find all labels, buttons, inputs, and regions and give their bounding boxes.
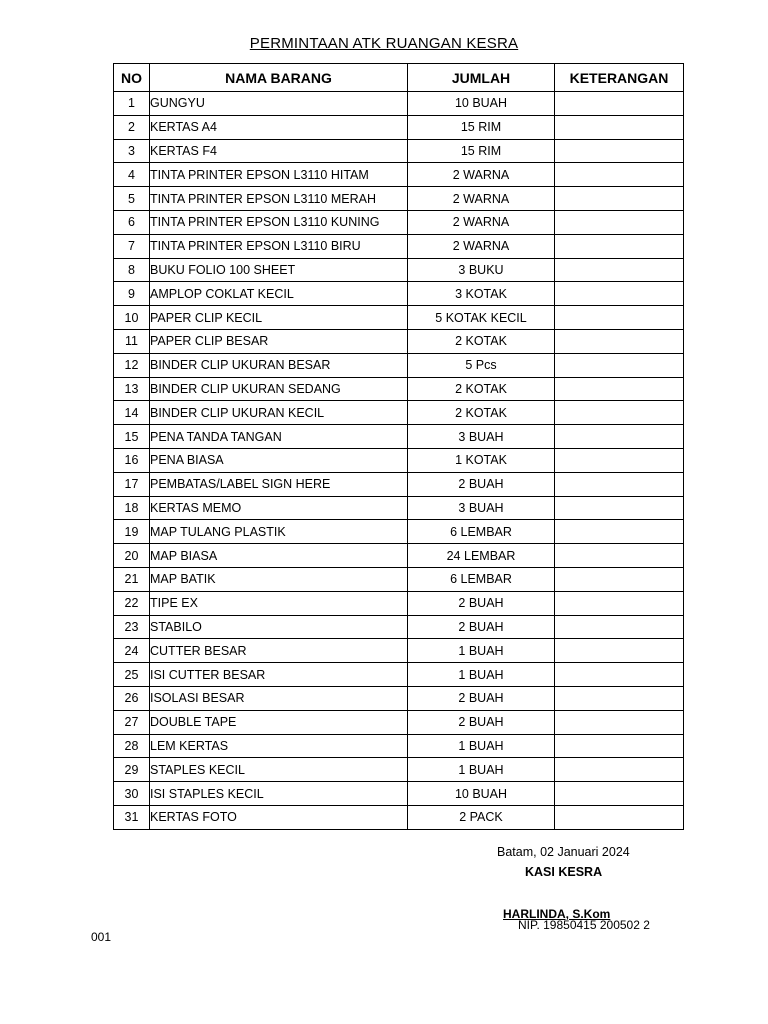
- remarks-cell: [555, 686, 684, 710]
- row-number-cell: 19: [114, 520, 150, 544]
- quantity-cell: 1 BUAH: [408, 663, 555, 687]
- quantity-cell: 15 RIM: [408, 139, 555, 163]
- remarks-cell: [555, 210, 684, 234]
- table-row: [114, 353, 684, 377]
- table-row: [114, 639, 684, 663]
- quantity-cell: 2 PACK: [408, 805, 555, 829]
- remarks-cell: [555, 353, 684, 377]
- remarks-cell: [555, 92, 684, 116]
- quantity-cell: 10 BUAH: [408, 92, 555, 116]
- table-row: [114, 92, 684, 116]
- table-row: [114, 520, 684, 544]
- item-name-cell: LEM KERTAS: [150, 734, 408, 758]
- row-number-cell: 2: [114, 115, 150, 139]
- remarks-cell: [555, 401, 684, 425]
- row-number-cell: 5: [114, 187, 150, 211]
- item-name-cell: MAP BIASA: [150, 544, 408, 568]
- table-row: [114, 282, 684, 306]
- remarks-cell: [555, 639, 684, 663]
- quantity-cell: 2 WARNA: [408, 187, 555, 211]
- item-name-cell: MAP TULANG PLASTIK: [150, 520, 408, 544]
- document-title: PERMINTAAN ATK RUANGAN KESRA: [249, 35, 519, 52]
- table-row: [114, 448, 684, 472]
- quantity-cell: 2 KOTAK: [408, 401, 555, 425]
- item-name-cell: CUTTER BESAR: [150, 639, 408, 663]
- quantity-cell: 2 BUAH: [408, 686, 555, 710]
- header-quantity: JUMLAH: [408, 64, 555, 92]
- quantity-cell: 1 KOTAK: [408, 448, 555, 472]
- remarks-cell: [555, 187, 684, 211]
- item-name-cell: MAP BATIK: [150, 567, 408, 591]
- row-number-cell: 11: [114, 329, 150, 353]
- signature-place-date: Batam, 02 Januari 2024: [497, 845, 630, 859]
- item-name-cell: TINTA PRINTER EPSON L3110 BIRU: [150, 234, 408, 258]
- item-name-cell: STAPLES KECIL: [150, 758, 408, 782]
- table-row: [114, 234, 684, 258]
- table-row: [114, 306, 684, 330]
- page-code: 001: [91, 930, 112, 944]
- header-no: NO: [114, 64, 150, 92]
- item-name-cell: KERTAS MEMO: [150, 496, 408, 520]
- remarks-cell: [555, 282, 684, 306]
- table-row: [114, 115, 684, 139]
- table-row: [114, 496, 684, 520]
- item-name-cell: KERTAS FOTO: [150, 805, 408, 829]
- remarks-cell: [555, 758, 684, 782]
- table-row: [114, 805, 684, 829]
- row-number-cell: 8: [114, 258, 150, 282]
- row-number-cell: 30: [114, 782, 150, 806]
- remarks-cell: [555, 115, 684, 139]
- table-row: [114, 210, 684, 234]
- row-number-cell: 13: [114, 377, 150, 401]
- table-row: [114, 472, 684, 496]
- row-number-cell: 27: [114, 710, 150, 734]
- quantity-cell: 6 LEMBAR: [408, 567, 555, 591]
- remarks-cell: [555, 377, 684, 401]
- row-number-cell: 20: [114, 544, 150, 568]
- row-number-cell: 14: [114, 401, 150, 425]
- remarks-cell: [555, 425, 684, 449]
- quantity-cell: 2 WARNA: [408, 210, 555, 234]
- quantity-cell: 2 BUAH: [408, 591, 555, 615]
- table-row: [114, 615, 684, 639]
- table-row: [114, 734, 684, 758]
- quantity-cell: 1 BUAH: [408, 639, 555, 663]
- table-header-row: [114, 64, 684, 92]
- table-row: [114, 425, 684, 449]
- item-name-cell: BINDER CLIP UKURAN KECIL: [150, 401, 408, 425]
- table-row: [114, 782, 684, 806]
- row-number-cell: 18: [114, 496, 150, 520]
- remarks-cell: [555, 591, 684, 615]
- item-name-cell: DOUBLE TAPE: [150, 710, 408, 734]
- remarks-cell: [555, 567, 684, 591]
- item-name-cell: BUKU FOLIO 100 SHEET: [150, 258, 408, 282]
- row-number-cell: 23: [114, 615, 150, 639]
- table-row: [114, 258, 684, 282]
- remarks-cell: [555, 472, 684, 496]
- row-number-cell: 3: [114, 139, 150, 163]
- row-number-cell: 7: [114, 234, 150, 258]
- remarks-cell: [555, 805, 684, 829]
- remarks-cell: [555, 448, 684, 472]
- remarks-cell: [555, 329, 684, 353]
- quantity-cell: 3 KOTAK: [408, 282, 555, 306]
- table-row: [114, 710, 684, 734]
- table-row: [114, 163, 684, 187]
- row-number-cell: 22: [114, 591, 150, 615]
- row-number-cell: 4: [114, 163, 150, 187]
- remarks-cell: [555, 615, 684, 639]
- item-name-cell: BINDER CLIP UKURAN SEDANG: [150, 377, 408, 401]
- remarks-cell: [555, 710, 684, 734]
- signature-name: HARLINDA, S.Kom: [503, 907, 611, 921]
- remarks-cell: [555, 163, 684, 187]
- quantity-cell: 2 WARNA: [408, 234, 555, 258]
- item-name-cell: PENA BIASA: [150, 448, 408, 472]
- table-row: [114, 686, 684, 710]
- row-number-cell: 28: [114, 734, 150, 758]
- quantity-cell: 10 BUAH: [408, 782, 555, 806]
- remarks-cell: [555, 782, 684, 806]
- row-number-cell: 15: [114, 425, 150, 449]
- item-name-cell: BINDER CLIP UKURAN BESAR: [150, 353, 408, 377]
- quantity-cell: 15 RIM: [408, 115, 555, 139]
- quantity-cell: 2 KOTAK: [408, 329, 555, 353]
- item-name-cell: AMPLOP COKLAT KECIL: [150, 282, 408, 306]
- row-number-cell: 31: [114, 805, 150, 829]
- row-number-cell: 25: [114, 663, 150, 687]
- table-row: [114, 377, 684, 401]
- row-number-cell: 24: [114, 639, 150, 663]
- table-row: [114, 139, 684, 163]
- table-row: [114, 591, 684, 615]
- table-row: [114, 758, 684, 782]
- remarks-cell: [555, 734, 684, 758]
- quantity-cell: 24 LEMBAR: [408, 544, 555, 568]
- quantity-cell: 2 WARNA: [408, 163, 555, 187]
- row-number-cell: 26: [114, 686, 150, 710]
- remarks-cell: [555, 306, 684, 330]
- item-name-cell: KERTAS A4: [150, 115, 408, 139]
- remarks-cell: [555, 520, 684, 544]
- row-number-cell: 6: [114, 210, 150, 234]
- row-number-cell: 16: [114, 448, 150, 472]
- table-row: [114, 567, 684, 591]
- item-name-cell: KERTAS F4: [150, 139, 408, 163]
- quantity-cell: 2 BUAH: [408, 615, 555, 639]
- item-name-cell: ISI STAPLES KECIL: [150, 782, 408, 806]
- row-number-cell: 17: [114, 472, 150, 496]
- signature-nip: NIP. 19850415 200502 2: [518, 918, 650, 932]
- item-name-cell: PAPER CLIP BESAR: [150, 329, 408, 353]
- remarks-cell: [555, 544, 684, 568]
- item-name-cell: GUNGYU: [150, 92, 408, 116]
- table-row: [114, 401, 684, 425]
- item-name-cell: TINTA PRINTER EPSON L3110 MERAH: [150, 187, 408, 211]
- item-name-cell: PENA TANDA TANGAN: [150, 425, 408, 449]
- item-name-cell: ISOLASI BESAR: [150, 686, 408, 710]
- remarks-cell: [555, 663, 684, 687]
- row-number-cell: 29: [114, 758, 150, 782]
- header-item-name: NAMA BARANG: [150, 64, 408, 92]
- atk-request-table: [113, 63, 684, 830]
- row-number-cell: 21: [114, 567, 150, 591]
- table-row: [114, 663, 684, 687]
- item-name-cell: STABILO: [150, 615, 408, 639]
- item-name-cell: TIPE EX: [150, 591, 408, 615]
- quantity-cell: 3 BUAH: [408, 425, 555, 449]
- quantity-cell: 2 KOTAK: [408, 377, 555, 401]
- item-name-cell: TINTA PRINTER EPSON L3110 KUNING: [150, 210, 408, 234]
- quantity-cell: 1 BUAH: [408, 758, 555, 782]
- quantity-cell: 3 BUKU: [408, 258, 555, 282]
- remarks-cell: [555, 258, 684, 282]
- row-number-cell: 9: [114, 282, 150, 306]
- quantity-cell: 5 Pcs: [408, 353, 555, 377]
- item-name-cell: PAPER CLIP KECIL: [150, 306, 408, 330]
- signature-role: KASI KESRA: [525, 865, 603, 879]
- row-number-cell: 12: [114, 353, 150, 377]
- quantity-cell: 2 BUAH: [408, 472, 555, 496]
- quantity-cell: 2 BUAH: [408, 710, 555, 734]
- quantity-cell: 6 LEMBAR: [408, 520, 555, 544]
- remarks-cell: [555, 139, 684, 163]
- table-row: [114, 329, 684, 353]
- row-number-cell: 10: [114, 306, 150, 330]
- remarks-cell: [555, 234, 684, 258]
- table-row: [114, 544, 684, 568]
- item-name-cell: PEMBATAS/LABEL SIGN HERE: [150, 472, 408, 496]
- quantity-cell: 5 KOTAK KECIL: [408, 306, 555, 330]
- header-remarks: KETERANGAN: [555, 64, 684, 92]
- item-name-cell: TINTA PRINTER EPSON L3110 HITAM: [150, 163, 408, 187]
- remarks-cell: [555, 496, 684, 520]
- row-number-cell: 1: [114, 92, 150, 116]
- quantity-cell: 3 BUAH: [408, 496, 555, 520]
- table-body: [114, 92, 684, 830]
- item-name-cell: ISI CUTTER BESAR: [150, 663, 408, 687]
- table-row: [114, 187, 684, 211]
- quantity-cell: 1 BUAH: [408, 734, 555, 758]
